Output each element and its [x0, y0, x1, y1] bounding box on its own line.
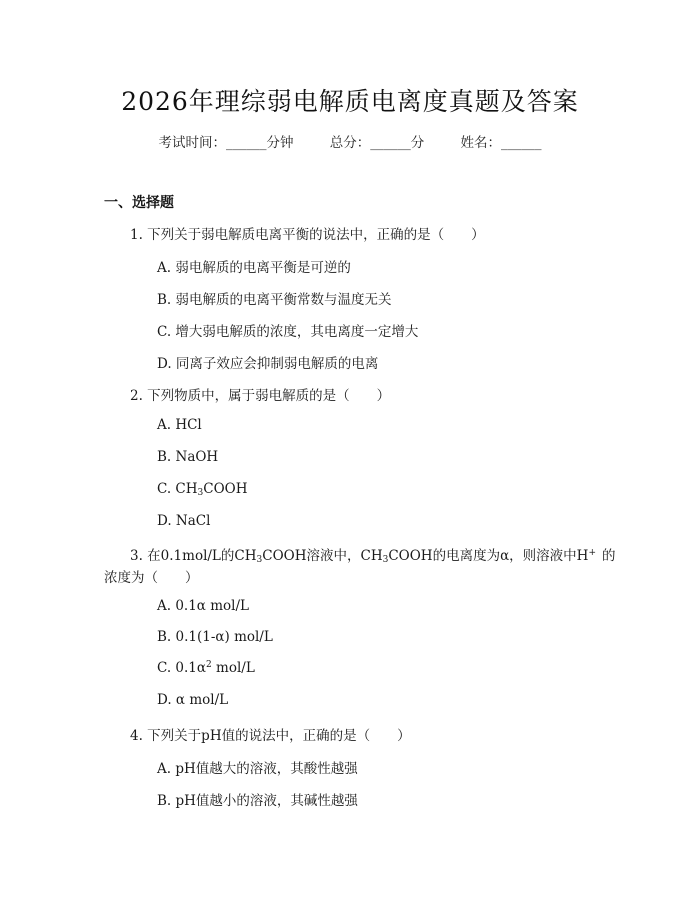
formula-text: C. CH	[157, 481, 198, 497]
page-title: 2026年理综弱电解质电离度真题及答案	[121, 87, 579, 116]
option-c	[157, 660, 255, 676]
formula-text: COOH	[203, 481, 248, 497]
option-b: B. NaOH	[157, 449, 219, 465]
option-text: C. 0.1α	[157, 660, 207, 676]
superscript: +	[588, 548, 597, 558]
option-a: A. pH值越大的溶液，其酸性越强	[157, 761, 358, 777]
option-d: D. NaCl	[157, 513, 211, 529]
section-heading: 一、选择题	[104, 195, 174, 211]
superscript: 2	[206, 660, 212, 670]
subscript: 3	[382, 555, 389, 565]
stem-text: COOH的电离度为α，则溶液中H	[388, 548, 589, 564]
option-a: A. 弱电解质的电离平衡是可逆的	[157, 260, 351, 276]
stem-text: 3. 在0.1mol/L的CH	[130, 548, 257, 564]
subscript: 3	[256, 555, 263, 565]
question-stem: 1. 下列关于弱电解质电离平衡的说法中，正确的是（ ）	[130, 227, 485, 243]
option-a: A. HCl	[157, 417, 202, 433]
exam-info-line	[0, 131, 700, 151]
option-text: mol/L	[211, 660, 255, 676]
option-b: B. 弱电解质的电离平衡常数与温度无关	[157, 292, 392, 308]
exam-time-field: 考试时间：______分钟	[158, 135, 294, 151]
student-name-field: 姓名：______	[460, 135, 542, 151]
question-stem	[130, 544, 616, 564]
option-c: C. 增大弱电解质的浓度，其电离度一定增大	[157, 324, 419, 340]
question-stem: 4. 下列关于pH值的说法中，正确的是（ ）	[130, 728, 411, 744]
question-stem-continued: 浓度为（ ）	[104, 570, 199, 586]
option-a: A. 0.1α mol/L	[157, 598, 249, 614]
option-d: D. α mol/L	[157, 692, 229, 708]
question-stem: 2. 下列物质中，属于弱电解质的是（ ）	[130, 388, 391, 404]
total-score-field: 总分：______分	[329, 135, 425, 151]
option-c	[157, 481, 248, 497]
option-b: B. 0.1(1-α) mol/L	[157, 629, 273, 645]
stem-text: 的	[602, 548, 616, 564]
option-b: B. pH值越小的溶液，其碱性越强	[157, 793, 358, 809]
stem-text: COOH溶液中，CH	[262, 548, 383, 564]
option-d: D. 同离子效应会抑制弱电解质的电离	[157, 356, 379, 372]
subscript: 3	[197, 488, 204, 498]
